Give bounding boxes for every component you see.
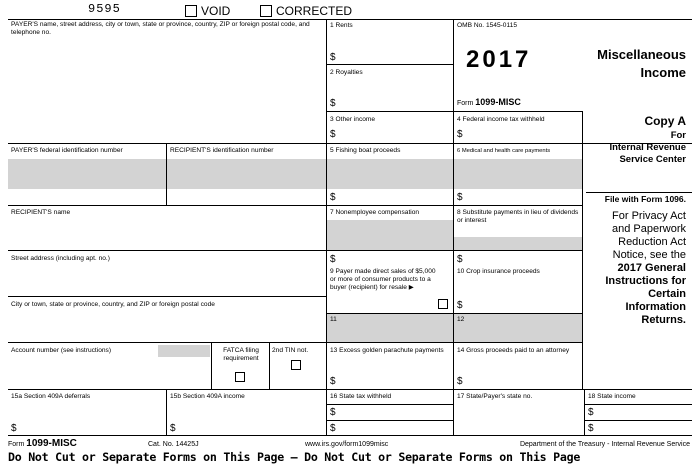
box6-label: 6 Medical and health care payments <box>457 148 551 154</box>
box7-dollar: $ <box>330 254 336 265</box>
recipient-name-label: RECIPIENT'S name <box>11 209 71 216</box>
box3-dollar: $ <box>330 129 336 140</box>
street-label: Street address (including apt. no.) <box>11 255 110 262</box>
second-tin-label: 2nd TIN not. <box>272 347 309 354</box>
account-shade <box>158 345 210 357</box>
box15a-dollar: $ <box>11 423 17 434</box>
box6-shade <box>454 159 582 189</box>
box15a-label: 15a Section 409A deferrals <box>11 393 91 400</box>
city-label: City or town, state or province, country, and ZIP or foreign postal code <box>11 301 215 308</box>
box15b-dollar: $ <box>170 423 176 434</box>
notice-line3: Reduction Act <box>618 236 686 248</box>
box13-dollar: $ <box>330 376 336 387</box>
notice-line2: and Paperwork <box>612 223 686 235</box>
box18-dollar-1: $ <box>588 407 594 418</box>
cat-number: Cat. No. 14425J <box>148 441 199 448</box>
box4-label: 4 Federal income tax withheld <box>457 116 545 123</box>
void-label: VOID <box>201 4 231 18</box>
notice-line4: Notice, see the <box>612 249 686 261</box>
box16-dollar-1: $ <box>330 407 336 418</box>
notice-line1: For Privacy Act <box>612 210 686 222</box>
box4-dollar: $ <box>457 129 463 140</box>
box18-label: 18 State income <box>588 393 636 400</box>
do-not-cut-warning: Do Not Cut or Separate Forms on This Page — Do Not Cut or Separate Forms on This Page <box>8 450 581 464</box>
payer-fed-id-shade <box>8 159 166 189</box>
fatca-checkbox[interactable] <box>235 372 245 382</box>
form-title-line2: Income <box>640 65 686 80</box>
footer-form-prefix: Form <box>8 441 25 448</box>
recipient-id-shade <box>167 159 326 189</box>
box16-dollar-2: $ <box>330 423 336 434</box>
corrected-label: CORRECTED <box>276 4 353 18</box>
box11-shade <box>327 313 453 342</box>
box8-shade <box>454 237 582 250</box>
payer-fed-id-label: PAYER'S federal identification number <box>11 147 123 154</box>
instructions-line2: Instructions for <box>605 275 686 287</box>
box17-label: 17 State/Payer's state no. <box>457 393 533 400</box>
box14-label: 14 Gross proceeds paid to an attorney <box>457 347 570 354</box>
box18-dollar-2: $ <box>588 423 594 434</box>
box16-label: 16 State tax withheld <box>330 393 392 400</box>
treasury-dept: Department of the Treasury - Internal Revenue Service <box>519 441 690 448</box>
box5-shade <box>327 159 453 189</box>
box2-dollar: $ <box>330 98 336 109</box>
box8-dollar: $ <box>457 254 463 265</box>
form-title-line1: Miscellaneous <box>597 47 686 62</box>
box6-dollar: $ <box>457 192 463 203</box>
box10-label: 10 Crop insurance proceeds <box>457 268 540 275</box>
box3-label: 3 Other income <box>330 116 376 123</box>
instructions-line5: Returns. <box>641 314 686 326</box>
instructions-line1: 2017 General <box>617 262 686 274</box>
box1-label: 1 Rents <box>330 22 353 29</box>
instructions-line3: Certain <box>648 288 686 300</box>
box8-label: 8 Substitute payments in lieu of dividends or interest <box>457 209 579 224</box>
form-code: 9595 <box>88 2 121 16</box>
box1-dollar: $ <box>330 52 336 63</box>
fatca-label: FATCA filing requirement <box>223 347 259 362</box>
irs-url: www.irs.gov/form1099misc <box>305 441 389 448</box>
box7-shade <box>327 220 453 250</box>
box11-label: 11 <box>330 316 337 323</box>
box9-checkbox[interactable] <box>438 299 448 309</box>
file-with: File with Form 1096. <box>604 194 686 204</box>
copy-title: Copy A <box>644 114 686 128</box>
recipient-id-label: RECIPIENT'S identification number <box>170 147 274 154</box>
box5-label: 5 Fishing boat proceeds <box>330 147 401 154</box>
box9-label: 9 Payer made direct sales of $5,000 or more of consumer products to a buyer (recipient) for resale ▶ <box>330 268 436 291</box>
footer-form-code: 1099-MISC <box>26 438 77 449</box>
payer-name-label: PAYER'S name, street address, city or town, state or province, country, ZIP or foreign postal code, and telephone no. <box>11 21 310 36</box>
box2-label: 2 Royalties <box>330 69 363 76</box>
form-name: 1099-MISC <box>475 97 521 107</box>
box7-label: 7 Nonemployee compensation <box>330 209 420 216</box>
form-prefix: Form <box>457 100 474 107</box>
copy-line1: Internal Revenue <box>609 142 686 153</box>
copy-for: For <box>670 130 686 141</box>
instructions-line4: Information <box>625 301 686 313</box>
box14-dollar: $ <box>457 376 463 387</box>
box12-shade <box>454 313 582 342</box>
omb-number: OMB No. 1545-0115 <box>457 22 517 29</box>
box15b-label: 15b Section 409A income <box>170 393 245 400</box>
second-tin-checkbox[interactable] <box>291 360 301 370</box>
box13-label: 13 Excess golden parachute payments <box>330 347 444 354</box>
form-name-header <box>457 97 521 107</box>
corrected-checkbox[interactable] <box>260 5 272 17</box>
footer-form-name <box>8 438 77 449</box>
account-label: Account number (see instructions) <box>11 347 112 354</box>
box12-label: 12 <box>457 316 465 323</box>
box5-dollar: $ <box>330 192 336 203</box>
box10-dollar: $ <box>457 300 463 311</box>
tax-year: 2017 <box>466 46 532 73</box>
void-checkbox[interactable] <box>185 5 197 17</box>
copy-line2: Service Center <box>619 154 686 165</box>
